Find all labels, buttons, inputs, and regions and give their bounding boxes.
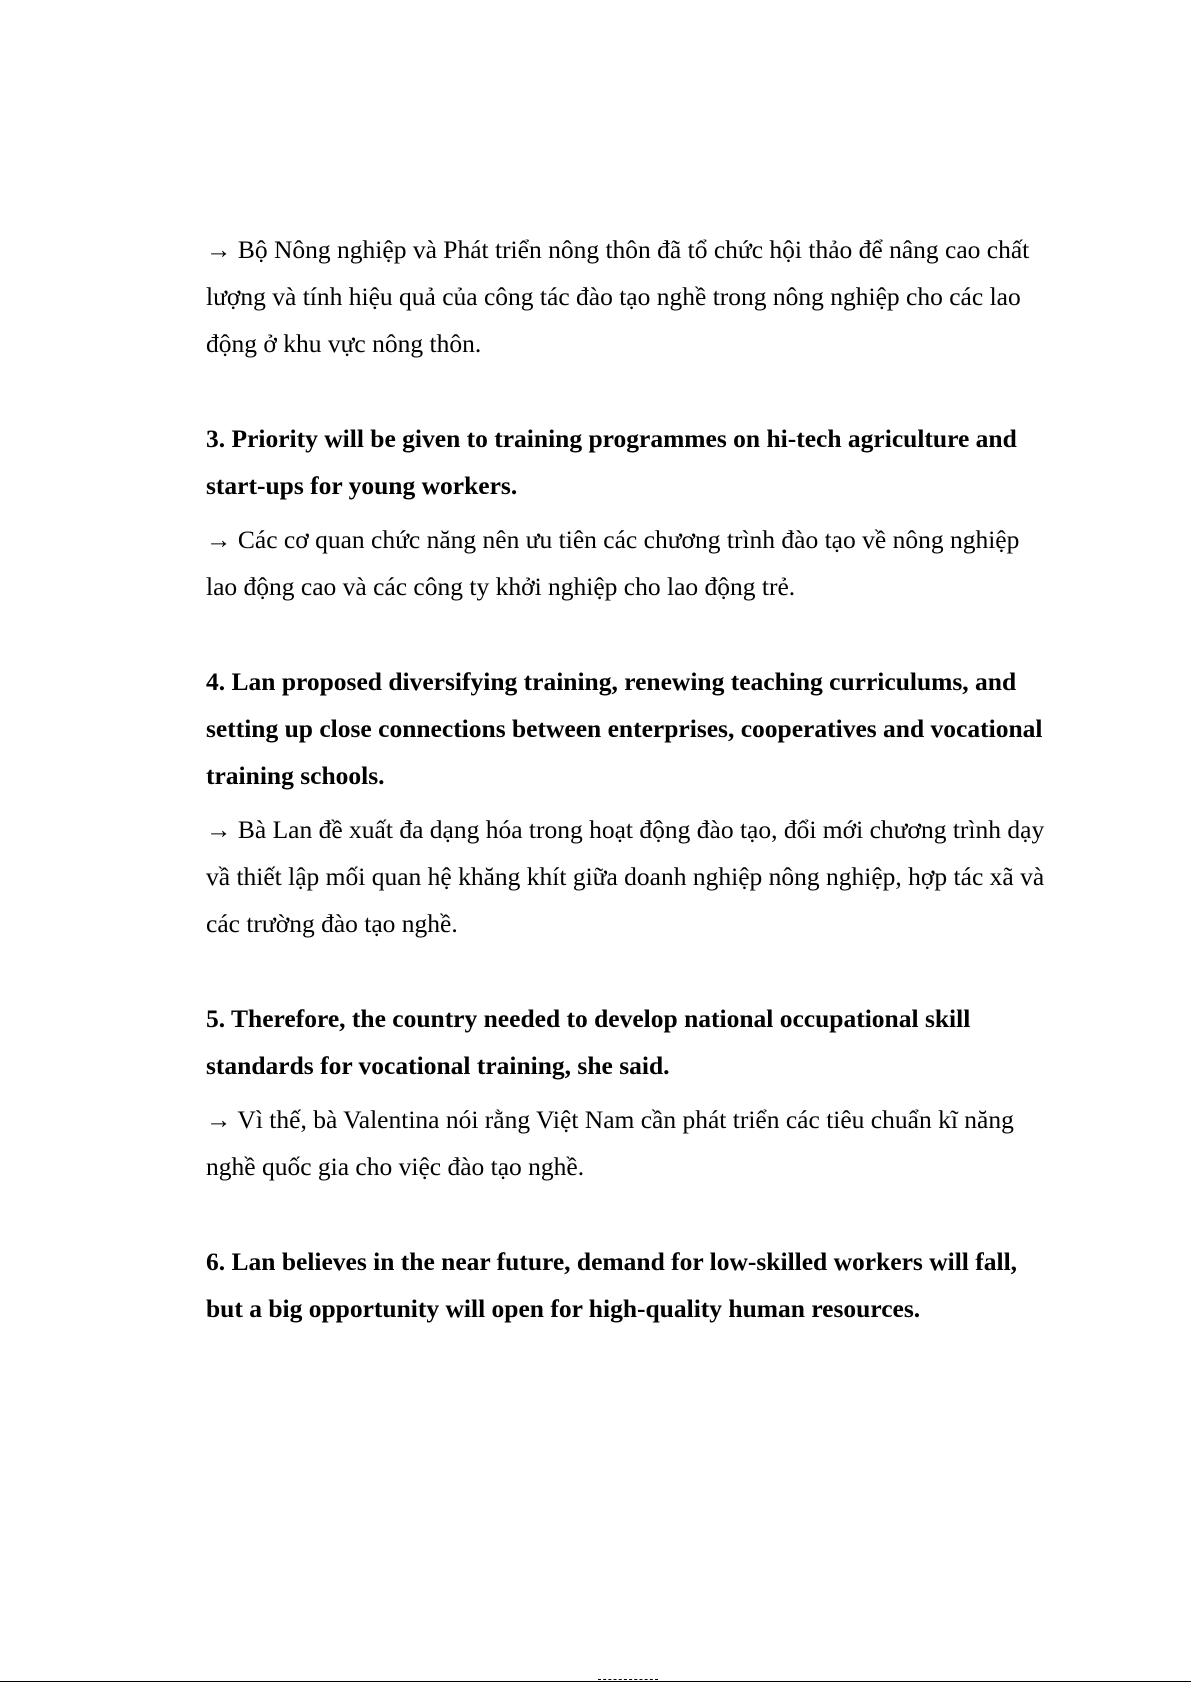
- paragraph-spacer: [206, 947, 1056, 995]
- translation-paragraph: → Bộ Nông nghiệp và Phát triển nông thôn đã tổ chức hội thảo để nâng cao chất lượng và tính hiệu quả của công tác đào tạo nghề trong nông nghiệp cho các lao động ở khu vực nông thôn.: [206, 235, 1030, 358]
- page-bottom-mark: [598, 1679, 658, 1682]
- sentence-5: 5. Therefore, the country needed to develop national occupational skill standards for vocational training, she said.: [206, 1004, 971, 1080]
- translation-paragraph: → Bà Lan đề xuất đa dạng hóa trong hoạt động đào tạo, đổi mới chương trình dạy vầ thiết lập mối quan hệ khăng khít giữa doanh nghiệp nông nghiệp, hợp tác xã và các trường đào tạo nghề.: [206, 815, 1045, 938]
- sentence-4: 4. Lan proposed diversifying training, renewing teaching curriculums, and setting up close connections between enterprises, cooperatives and vocational training schools.: [206, 667, 1043, 790]
- document-page: [206, 226, 1056, 1332]
- paragraph-spacer: [206, 799, 1056, 806]
- paragraph-spacer: [206, 509, 1056, 516]
- sentence-3: 3. Priority will be given to training programmes on hi-tech agriculture and start-ups for young workers.: [206, 424, 1017, 500]
- paragraph-spacer: [206, 367, 1056, 415]
- paragraph-spacer: [206, 1190, 1056, 1238]
- sentence-6: 6. Lan believes in the near future, demand for low-skilled workers will fall, but a big opportunity will open for high-quality human resources.: [206, 1247, 1018, 1323]
- translation-paragraph: → Vì thế, bà Valentina nói rằng Việt Nam cần phát triển các tiêu chuẩn kĩ năng nghề quốc gia cho việc đào tạo nghề.: [206, 1105, 1014, 1181]
- translation-paragraph: → Các cơ quan chức năng nên ưu tiên các chương trình đào tạo về nông nghiệp lao động cao và các công ty khởi nghiệp cho lao động trẻ.: [206, 525, 1020, 601]
- page-bottom-rule: [0, 1681, 1191, 1682]
- paragraph-spacer: [206, 610, 1056, 658]
- paragraph-spacer: [206, 1089, 1056, 1096]
